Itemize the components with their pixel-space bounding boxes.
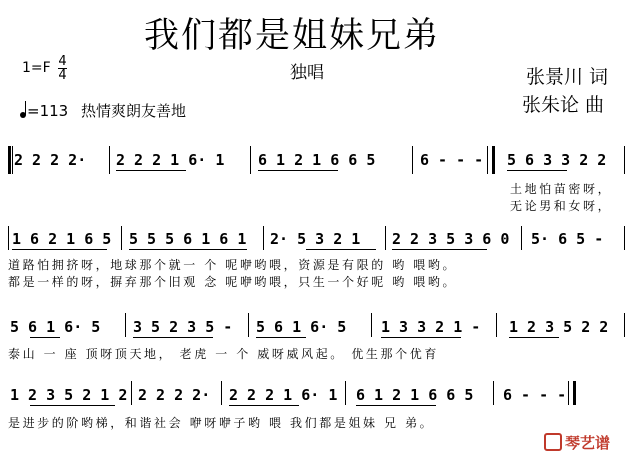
measure: 6 1 2 1 6 6 5 <box>258 151 376 169</box>
piano-logo-icon <box>544 433 562 451</box>
measure: 6 - - - <box>503 386 567 404</box>
tempo-marking: =113 热情爽朗友善地 <box>20 100 186 121</box>
measure: 5 6 1 6· 5 <box>10 318 101 336</box>
measure: 2 2 2 2· <box>138 386 211 404</box>
measure: 5 6 3 3 2 2 <box>507 151 607 169</box>
measure: 5 5 5 6 1 6 1 <box>129 230 247 248</box>
lyric-line: 道路怕拥挤呀，地球那个就一 个 呢咿哟喂，资源是有限的 哟 喂哟。 <box>8 258 458 272</box>
measure: 1 6 2 1 6 5 <box>12 230 112 248</box>
lyricist-credit: 张景川 词 <box>526 66 609 88</box>
quarter-note-icon <box>20 112 26 118</box>
measure: 2 2 2 1 6· 1 <box>229 386 338 404</box>
measure: 1 2 3 5 2 1 2 <box>10 386 128 404</box>
performance-type: 独唱 <box>290 63 324 83</box>
measure: 1 3 3 2 1 - <box>381 318 481 336</box>
key-signature: 1=F <box>22 60 51 76</box>
watermark-logo: 琴艺谱 <box>544 432 610 453</box>
measure: 2 2 2 1 6· 1 <box>116 151 225 169</box>
measure: 6 - - - <box>420 151 484 169</box>
lyric-line: 泰山 一 座 顶呀顶天地， 老虎 一 个 威呀威风起。 优生那个优育 <box>8 347 439 361</box>
measure: 2· 5 3 2 1 <box>270 230 361 248</box>
measure: 3 5 2 3 5 - <box>133 318 233 336</box>
measure: 2 2 2 2· <box>14 151 87 169</box>
lyric-line: 都是一样的呀，摒弃那个旧观 念 呢咿哟喂，只生一个好呢 哟 喂哟。 <box>8 275 458 289</box>
measure: 1 2 3 5 2 2 <box>509 318 609 336</box>
measure: 2 2 3 5 3 6 0 <box>392 230 510 248</box>
lyric-line: 是进步的阶哟梯，和谐社会 咿呀咿子哟 喂 我们都是姐妹 兄 弟。 <box>8 416 435 430</box>
measure: 6 1 2 1 6 6 5 <box>356 386 474 404</box>
score-title: 我们都是姐妹兄弟 <box>144 16 441 56</box>
lyric-line: 无论男和女呀， <box>510 199 613 213</box>
composer-credit: 张朱论 曲 <box>522 94 605 116</box>
time-signature: 4 4 <box>58 54 67 83</box>
measure: 5 6 1 6· 5 <box>256 318 347 336</box>
lyric-line: 土地怕苗密呀， <box>510 182 613 196</box>
measure: 5· 6 5 - <box>531 230 604 248</box>
